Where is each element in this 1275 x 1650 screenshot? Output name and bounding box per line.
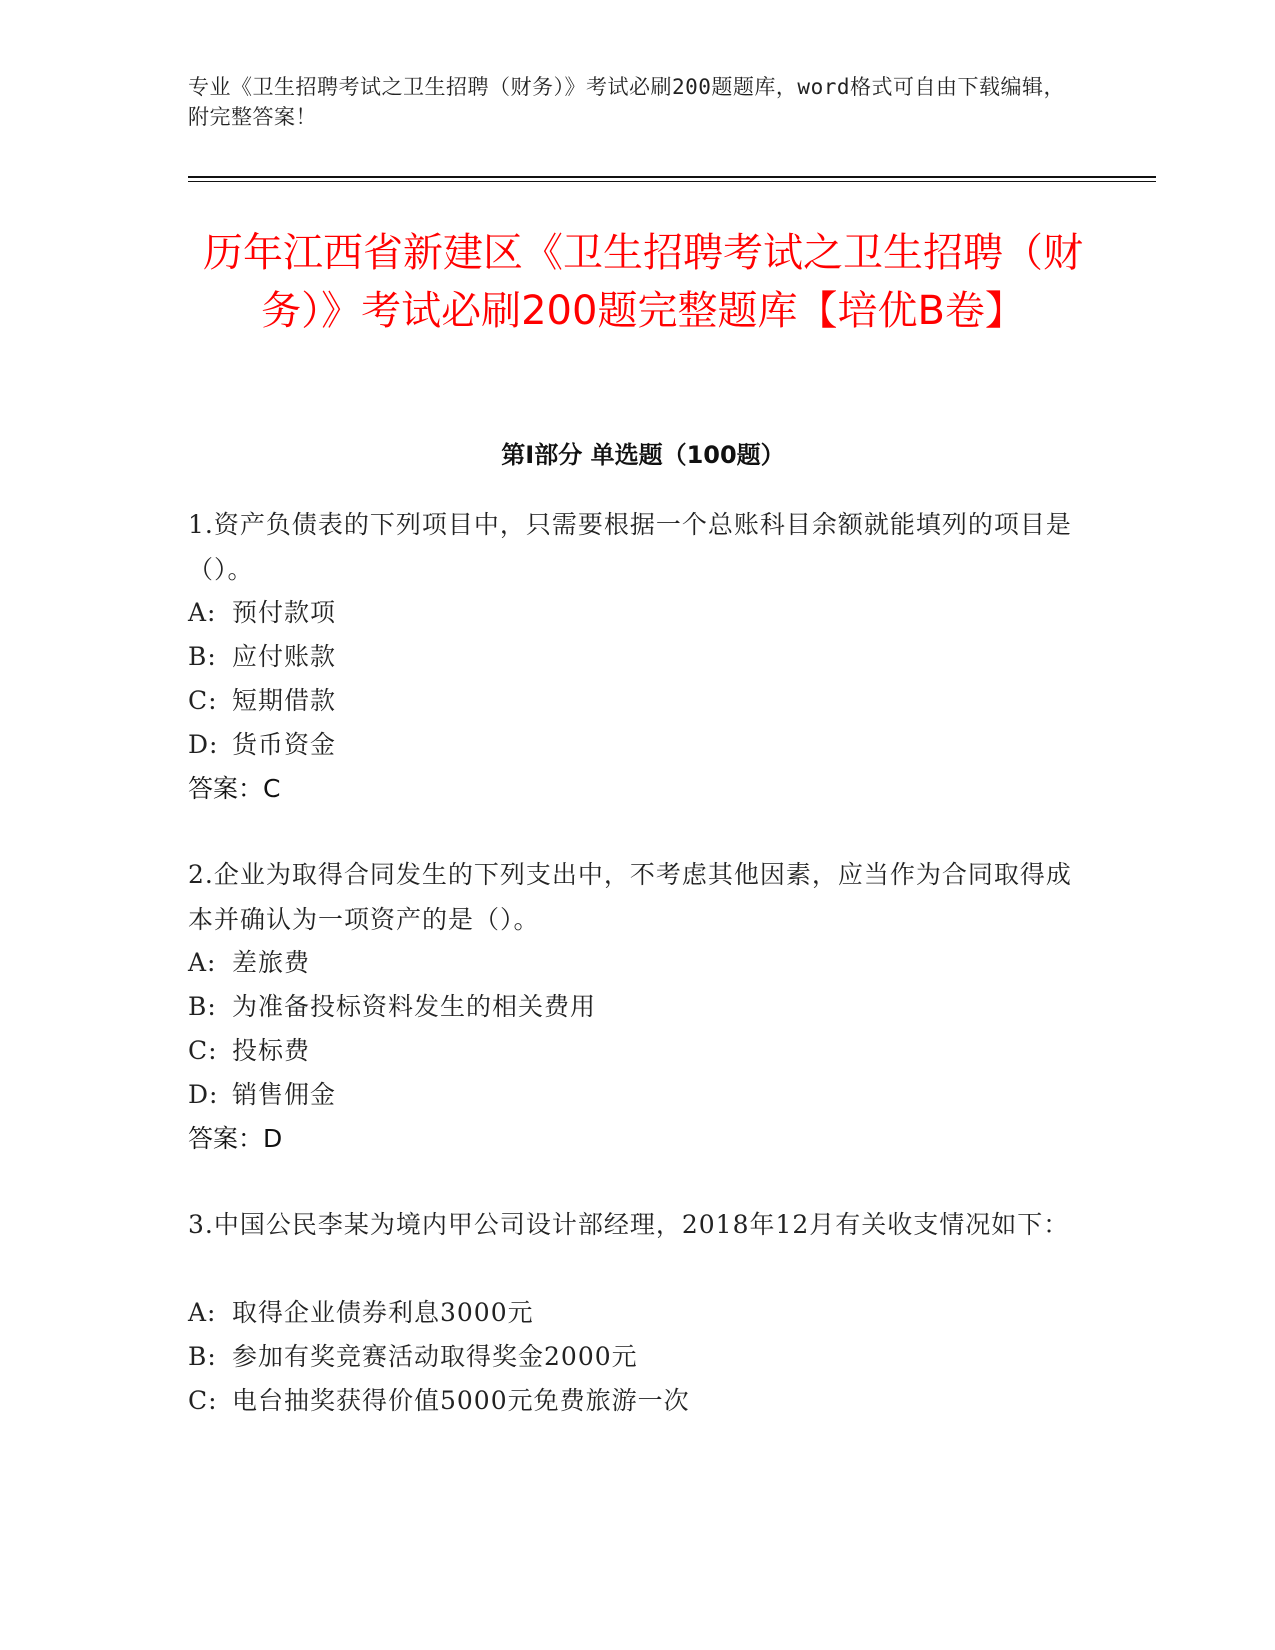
option-key: A:	[188, 598, 217, 627]
option-key: B:	[188, 642, 217, 671]
question-2-text: 2.企业为取得合同发生的下列支出中，不考虑其他因素，应当作为合同取得成本并确认为一项资产的是（）。	[188, 860, 1072, 934]
option-key: A:	[188, 948, 217, 977]
option-key: A:	[188, 1298, 217, 1327]
option-text: 货币资金	[232, 730, 337, 759]
question-3-option-a	[188, 1290, 1078, 1335]
option-text: 为准备投标资料发生的相关费用	[232, 992, 597, 1021]
header-divider	[188, 176, 1156, 178]
header-note: 专业《卫生招聘考试之卫生招聘（财务）》考试必刷200题题库，word格式可自由下载编辑，附完整答案！	[188, 75, 1065, 129]
option-text: 投标费	[232, 1036, 311, 1065]
question-1-text: 1.资产负债表的下列项目中，只需要根据一个总账科目余额就能填列的项目是（）。	[188, 510, 1072, 584]
option-text: 电台抽奖获得价值5000元免费旅游一次	[232, 1386, 690, 1415]
question-2-answer: 答案：D	[188, 1124, 283, 1153]
option-text: 短期借款	[232, 686, 337, 715]
option-key: D:	[188, 1080, 219, 1109]
option-key: D:	[188, 730, 219, 759]
option-key: C:	[188, 1036, 218, 1065]
question-1-answer: 答案：C	[188, 774, 281, 803]
question-1-option-a	[188, 590, 1078, 635]
option-key: B:	[188, 992, 217, 1021]
question-2-option-a	[188, 940, 1078, 985]
option-text: 销售佣金	[232, 1080, 337, 1109]
header-divider-thin	[188, 181, 1156, 182]
option-text: 取得企业债券利息3000元	[232, 1298, 534, 1327]
option-key: C:	[188, 1386, 218, 1415]
document-title: 历年江西省新建区《卫生招聘考试之卫生招聘（财务）》考试必刷200题完整题库【培优B卷】	[203, 230, 1083, 334]
option-key: B:	[188, 1342, 217, 1371]
question-1-option-c	[188, 678, 1078, 723]
option-text: 差旅费	[232, 948, 311, 977]
option-text: 参加有奖竞赛活动取得奖金2000元	[232, 1342, 638, 1371]
question-1-option-d	[188, 722, 1078, 767]
option-key: C:	[188, 686, 218, 715]
option-text: 应付账款	[232, 642, 337, 671]
question-2-option-b	[188, 984, 1078, 1029]
question-2-option-d	[188, 1072, 1078, 1117]
question-3-option-c	[188, 1378, 1078, 1423]
question-3-option-b	[188, 1334, 1078, 1379]
question-1-option-b	[188, 634, 1078, 679]
option-text: 预付款项	[232, 598, 337, 627]
section-title: 第Ⅰ部分 单选题（100题）	[501, 441, 785, 469]
question-2-option-c	[188, 1028, 1078, 1073]
question-3-text: 3.中国公民李某为境内甲公司设计部经理，2018年12月有关收支情况如下：	[188, 1210, 1070, 1239]
